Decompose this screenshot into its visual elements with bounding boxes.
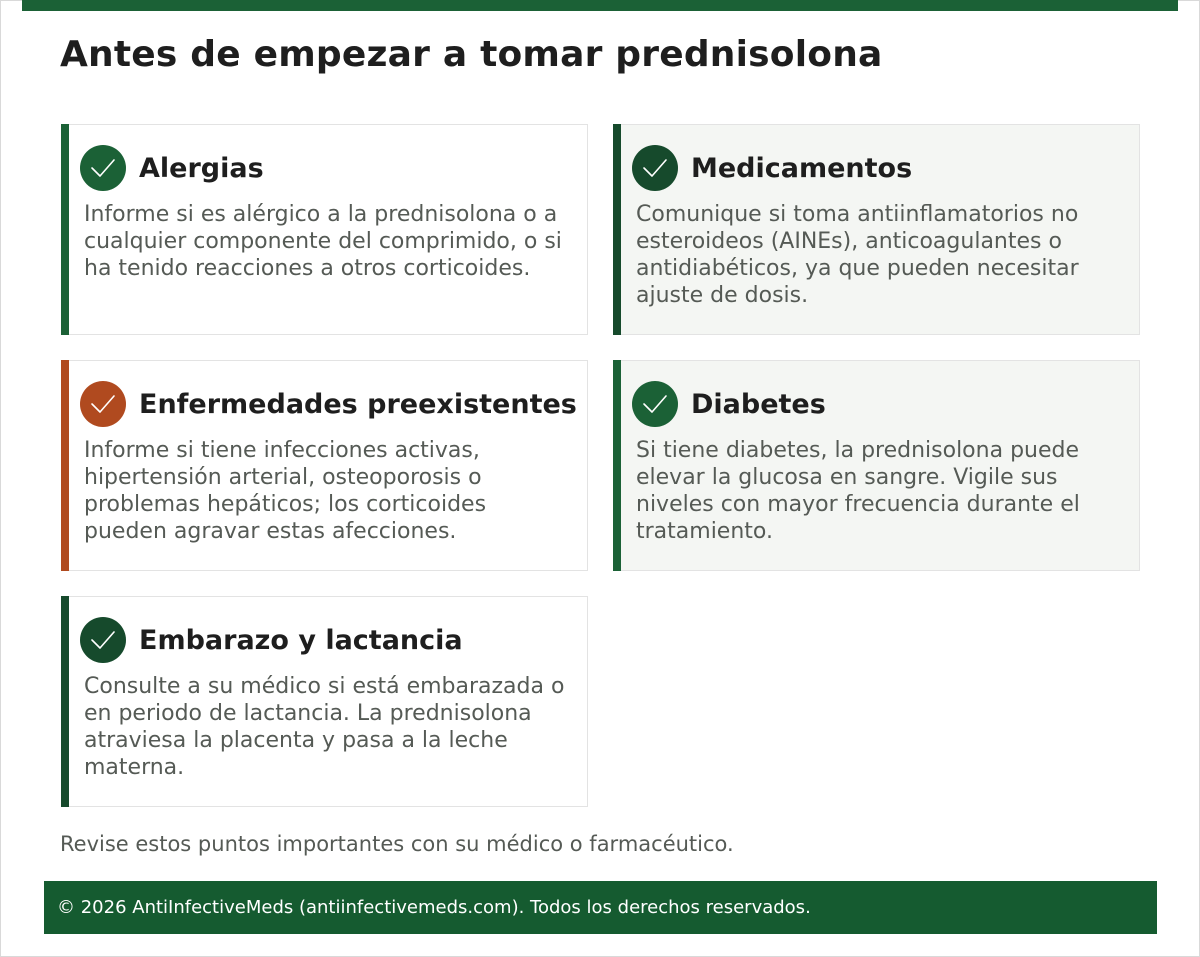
copyright-text: © 2026 AntiInfectiveMeds (antiinfectivemeds.com). Todos los derechos reservados. — [57, 897, 811, 918]
check-icon — [80, 381, 126, 427]
card-accent-bar — [61, 596, 69, 807]
check-icon — [80, 617, 126, 663]
card-accent-bar — [613, 124, 621, 335]
card-text: Consulte a su médico si está embarazada o en periodo de lactancia. La prednisolona atraviesa la placenta y pasa a la leche materna. — [84, 674, 565, 780]
card-text: Informe si es alérgico a la prednisolona o a cualquier componente del comprimido, o si ha tenido reacciones a otros corticoides. — [84, 202, 562, 281]
check-icon — [80, 145, 126, 191]
card-accent-bar — [613, 360, 621, 571]
card-title: Medicamentos — [691, 153, 913, 184]
card-title: Enfermedades preexistentes — [139, 389, 577, 420]
top-accent-bar — [22, 0, 1178, 11]
card-title: Alergias — [139, 153, 264, 184]
card-text: Informe si tiene infecciones activas, hipertensión arterial, osteoporosis o problemas hepáticos; los corticoides pueden agravar estas afecciones. — [84, 438, 487, 544]
card-medicamentos — [613, 124, 1140, 335]
card-diabetes — [613, 360, 1140, 571]
card-accent-bar — [61, 124, 69, 335]
card-embarazo-lactancia — [61, 596, 588, 807]
card-title: Diabetes — [691, 389, 826, 420]
check-icon — [632, 145, 678, 191]
card-accent-bar — [61, 360, 69, 571]
page-title: Antes de empezar a tomar prednisolona — [60, 34, 883, 75]
footer — [44, 881, 1157, 934]
footnote: Revise estos puntos importantes con su médico o farmacéutico. — [60, 832, 734, 856]
card-text: Comunique si toma antiinflamatorios no esteroideos (AINEs), anticoagulantes o antidiabéticos, ya que pueden necesitar ajuste de dosis. — [636, 202, 1079, 308]
card-text: Si tiene diabetes, la prednisolona puede elevar la glucosa en sangre. Vigile sus niveles con mayor frecuencia durante el tratamiento. — [636, 438, 1080, 544]
card-alergias — [61, 124, 588, 335]
card-title: Embarazo y lactancia — [139, 625, 463, 656]
check-icon — [632, 381, 678, 427]
card-enfermedades-preexistentes — [61, 360, 588, 571]
